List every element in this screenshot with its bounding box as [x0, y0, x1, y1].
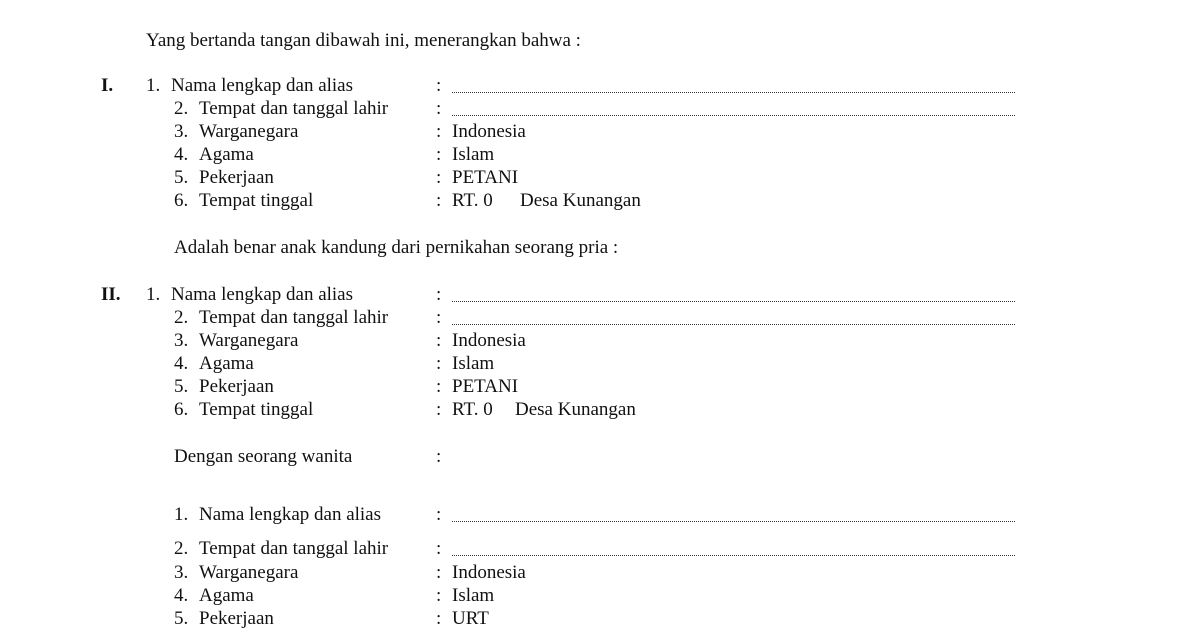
section-3-row-2-colon: :	[436, 538, 442, 559]
section-1-row-6-value-village: Desa Kunangan	[520, 190, 641, 211]
woman-intro-colon: :	[436, 446, 442, 467]
section-1-row-4-value: Islam	[452, 144, 495, 165]
section-2-row-4-colon: :	[436, 353, 442, 374]
section-1-row-6-number: 6.	[174, 190, 189, 211]
section-2-row-6-number: 6.	[174, 399, 189, 420]
section-2-row-3-number: 3.	[174, 330, 189, 351]
section-3-row-2-number: 2.	[174, 538, 189, 559]
section-3-row-4-value: Islam	[452, 585, 495, 606]
section-3-row-4-label: Agama	[199, 585, 254, 606]
section-2-row-3-value: Indonesia	[452, 330, 526, 351]
section-3-row-4-number: 4.	[174, 585, 189, 606]
woman-intro-text: Dengan seorang wanita	[174, 446, 353, 467]
section-2-row-5-value: PETANI	[452, 376, 519, 397]
section-1-row-5-label: Pekerjaan	[199, 167, 274, 188]
section-3-row-1-number: 1.	[174, 504, 189, 525]
section-1-row-6-value: RT. 0	[452, 190, 493, 211]
section-3-row-3-value: Indonesia	[452, 562, 526, 583]
section-1-row-3-number: 3.	[174, 121, 189, 142]
section-2-row-1-colon: :	[436, 284, 442, 305]
section-1-row-5-colon: :	[436, 167, 442, 188]
section-2-row-2-number: 2.	[174, 307, 189, 328]
section-1-row-2-label: Tempat dan tanggal lahir	[199, 98, 389, 119]
section-3-row-1-colon: :	[436, 504, 442, 525]
section-3-row-2-label: Tempat dan tanggal lahir	[199, 538, 389, 559]
section-1-row-1-number: 1.	[146, 75, 161, 96]
section-2-row-5-label: Pekerjaan	[199, 376, 274, 397]
section-2-row-5-colon: :	[436, 376, 442, 397]
section-2-row-6-value-village: Desa Kunangan	[515, 399, 636, 420]
section-1-row-6-colon: :	[436, 190, 442, 211]
section-3-row-1-label: Nama lengkap dan alias	[199, 504, 382, 525]
section-1-row-4-colon: :	[436, 144, 442, 165]
section-2-row-2-blank-line	[452, 324, 1015, 325]
section-1-row-1-blank-line	[452, 92, 1015, 93]
section-1-row-5-number: 5.	[174, 167, 189, 188]
statement-text: Adalah benar anak kandung dari pernikahan seorang pria :	[174, 237, 619, 258]
section-2-row-1-number: 1.	[146, 284, 161, 305]
section-3-row-5-colon: :	[436, 608, 442, 629]
section-2-row-6-value: RT. 0	[452, 399, 493, 420]
section-2-row-6-colon: :	[436, 399, 442, 420]
section-1-row-4-number: 4.	[174, 144, 189, 165]
section-2-row-1-blank-line	[452, 301, 1015, 302]
section-3-row-3-label: Warganegara	[199, 562, 299, 583]
section-2-row-3-colon: :	[436, 330, 442, 351]
section-2-row-4-value: Islam	[452, 353, 495, 374]
section-3-row-5-number: 5.	[174, 608, 189, 629]
section-2-row-4-number: 4.	[174, 353, 189, 374]
section-1-row-2-blank-line	[452, 115, 1015, 116]
section-3-row-4-colon: :	[436, 585, 442, 606]
section-1-row-2-number: 2.	[174, 98, 189, 119]
section-2-row-1-label: Nama lengkap dan alias	[171, 284, 354, 305]
section-2-row-5-number: 5.	[174, 376, 189, 397]
section-1-row-1-colon: :	[436, 75, 442, 96]
section-3-row-3-number: 3.	[174, 562, 189, 583]
section-2-row-4-label: Agama	[199, 353, 254, 374]
section-2-row-6-label: Tempat tinggal	[199, 399, 314, 420]
section-2-row-2-colon: :	[436, 307, 442, 328]
section-3-row-5-value: URT	[452, 608, 489, 629]
section-1-row-1-label: Nama lengkap dan alias	[171, 75, 354, 96]
section-2-row-3-label: Warganegara	[199, 330, 299, 351]
section-1-row-2-colon: :	[436, 98, 442, 119]
section-1-row-6-label: Tempat tinggal	[199, 190, 314, 211]
intro-text: Yang bertanda tangan dibawah ini, menerangkan bahwa :	[146, 30, 581, 51]
section-3-row-2-blank-line	[452, 555, 1015, 556]
section-1-numeral: I.	[101, 75, 114, 96]
section-3-row-5-label: Pekerjaan	[199, 608, 274, 629]
section-1-row-5-value: PETANI	[452, 167, 519, 188]
section-1-row-3-value: Indonesia	[452, 121, 526, 142]
section-3-row-1-blank-line	[452, 521, 1015, 522]
section-1-row-4-label: Agama	[199, 144, 254, 165]
section-2-numeral: II.	[101, 284, 121, 305]
section-1-row-3-label: Warganegara	[199, 121, 299, 142]
section-1-row-3-colon: :	[436, 121, 442, 142]
section-2-row-2-label: Tempat dan tanggal lahir	[199, 307, 389, 328]
section-3-row-3-colon: :	[436, 562, 442, 583]
